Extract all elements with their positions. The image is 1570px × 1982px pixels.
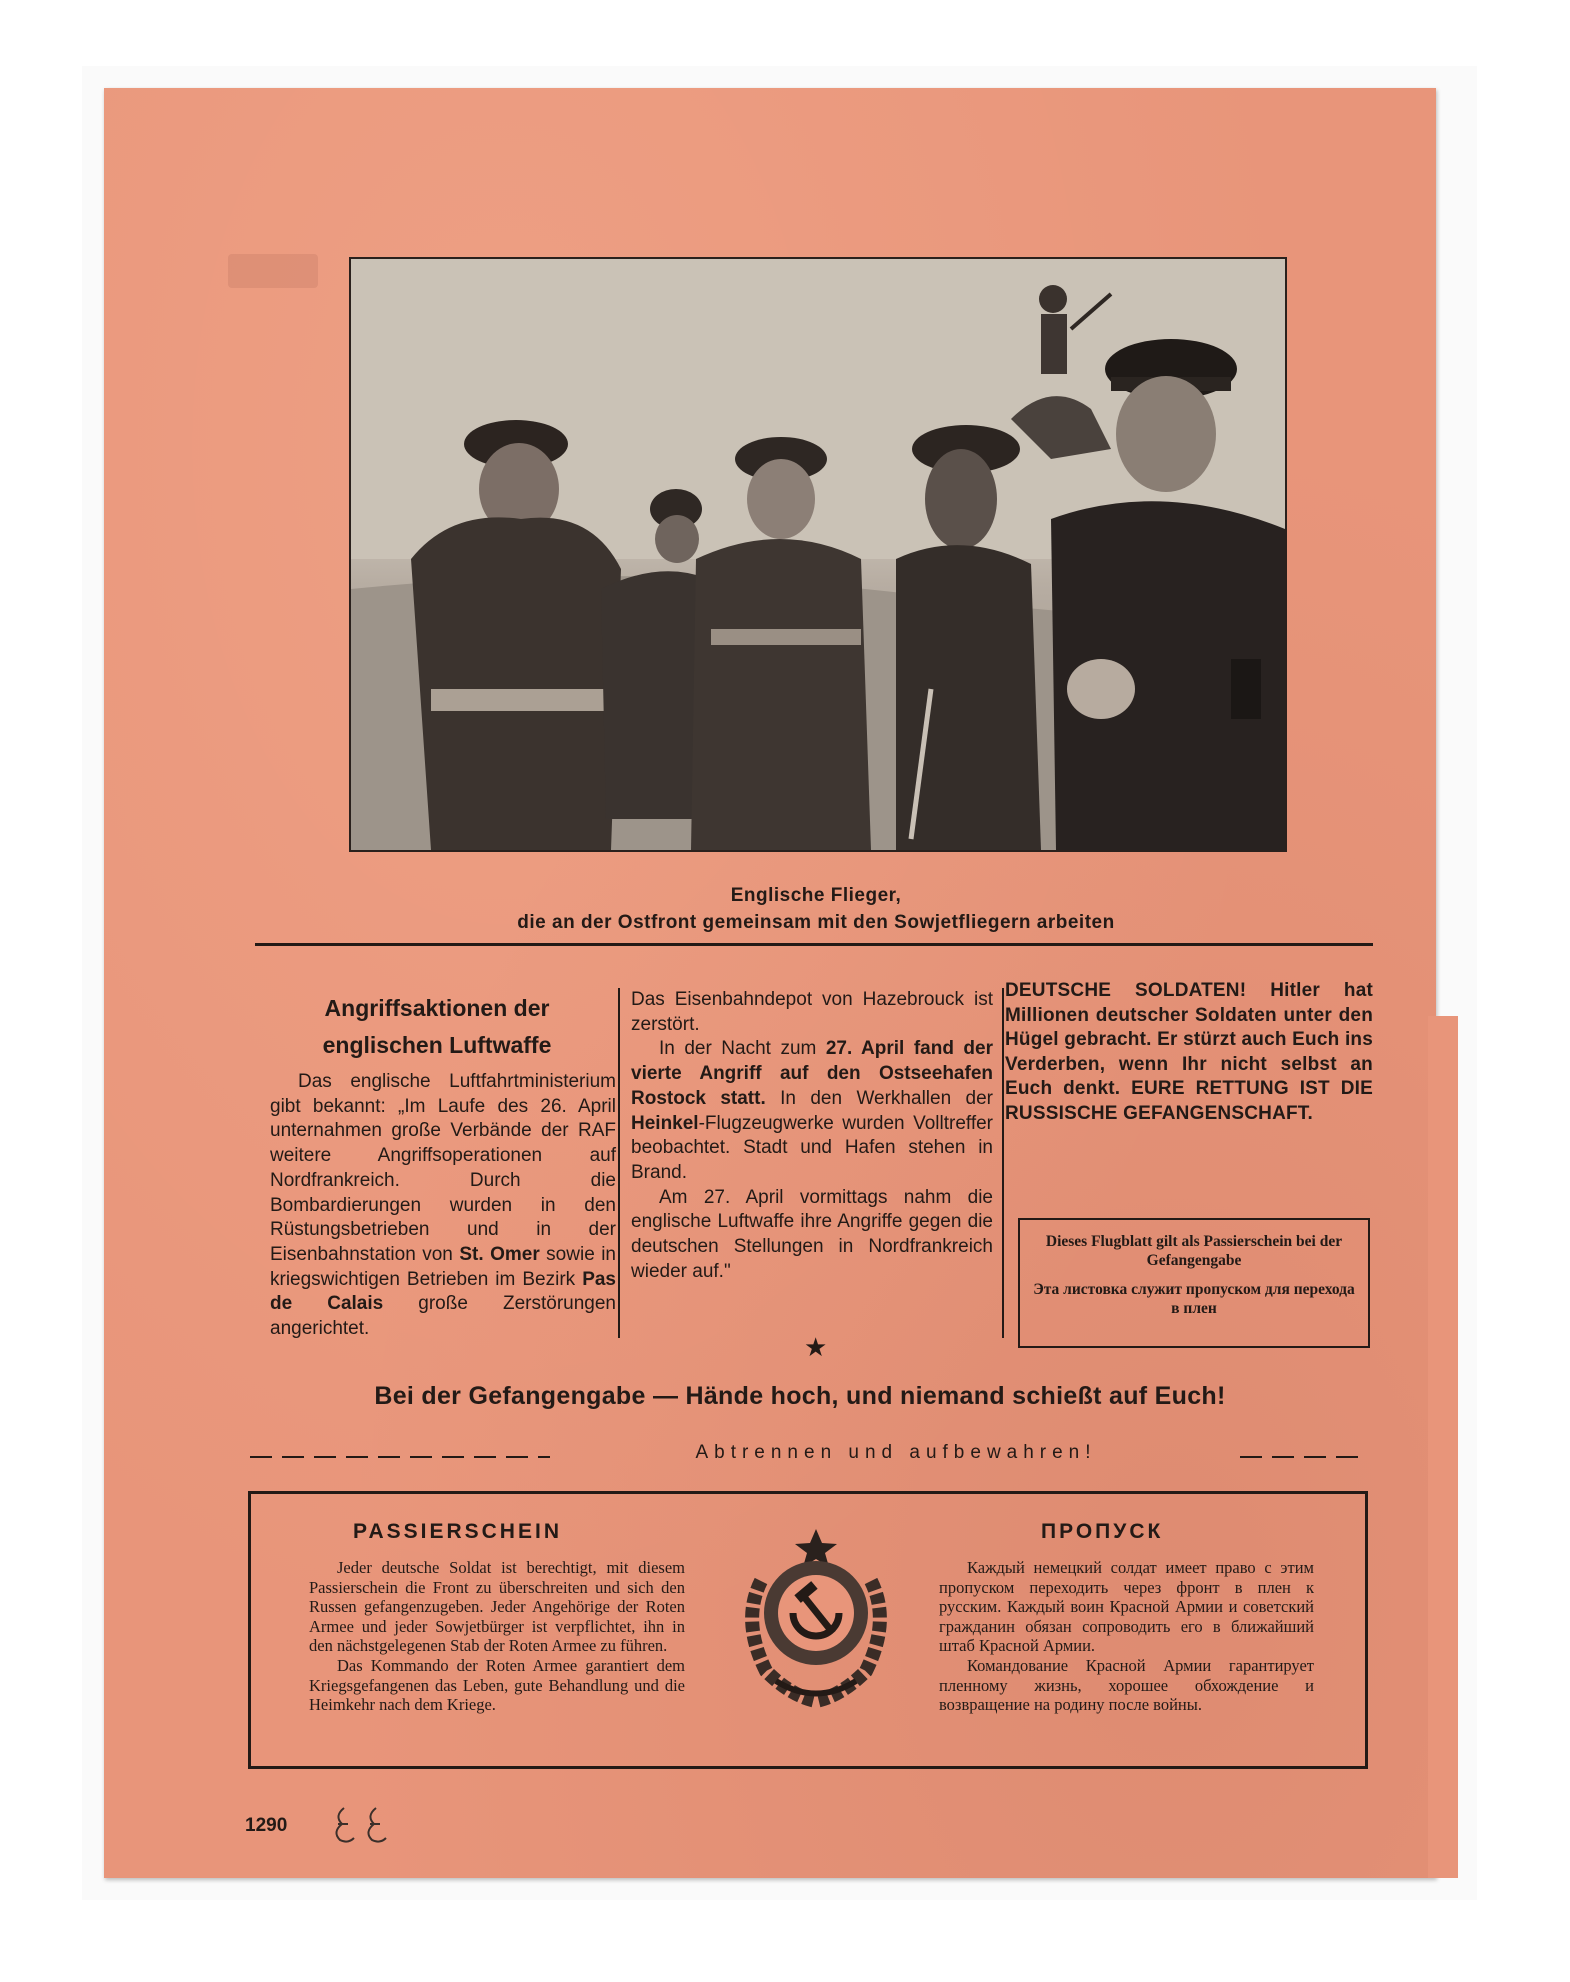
photo-illustration — [351, 259, 1285, 850]
article2-text-a: In der Nacht zum — [659, 1038, 826, 1060]
soviet-emblem-icon — [721, 1521, 911, 1711]
article1-place-pas-de-calais: Pas de Calais — [270, 1268, 616, 1315]
caption-line-2: die an der Ostfront gemeinsam mit den Sowjetfliegern arbeiten — [517, 912, 1115, 933]
soldiers-notice: DEUTSCHE SOLDATEN! Hitler hat Millionen deutscher Soldaten unter den Hügel gebracht. Er stürzt auch Euch ins Verderben, wenn Ihr nicht selbst an Euch denkt. EURE RETTUNG IST DIE RUSSISCHE GEFANGENSCHAFT. — [1005, 980, 1373, 1124]
handwritten-initials — [330, 1802, 400, 1846]
pass-notice-german: Dieses Flugblatt gilt als Passierschein bei der Gefangengabe — [1045, 1233, 1343, 1269]
coupon-title-russian: ПРОПУСК — [1041, 1520, 1164, 1543]
surrender-slogan: Bei der Gefangengabe — Hände hoch, und niemand schießt auf Euch! — [374, 1382, 1226, 1410]
cut-line-dashes-left — [250, 1456, 550, 1458]
article2-body — [631, 988, 993, 1284]
article2-paragraph-3: Am 27. April vormittags nahm die englische Luftwaffe ihre Angriffe gegen die deutschen Stellungen in Nordfrankreich wieder auf." — [631, 1186, 993, 1282]
cut-line-label: Abtrennen und aufbewahren! — [695, 1442, 1097, 1463]
coupon-text-german — [309, 1558, 685, 1715]
article1-place-st-omer: St. Omer — [459, 1243, 540, 1265]
coupon-russian-p2: Командование Красной Армии гарантирует пленному жизнь, хорошее обхождение и возвращение на родину после войны. — [939, 1655, 1314, 1715]
pass-notice-russian: Эта листовка служит пропуском для перехода в плен — [1033, 1281, 1355, 1317]
article2-paragraph-1: Das Eisenbahndepot von Hazebrouck ist zerstört. — [631, 989, 993, 1035]
article1-text-e: große Zerstörungen angerichtet. — [270, 1293, 616, 1340]
star-ornament: ★ — [804, 1332, 828, 1362]
column-separator-2 — [1002, 988, 1004, 1338]
caption-rule — [255, 943, 1373, 946]
page-number: 1290 — [245, 1815, 288, 1836]
coupon-russian-p1: Каждый немецкий солдат имеет право с этим пропуском переходить через фронт в плен к русским. Каждый воин Красной Армии и советский гражданин обязан сопроводить его в ближайший штаб Красной Армии. — [939, 1558, 1314, 1656]
photo-caption — [349, 882, 1283, 936]
article1-body — [270, 1070, 616, 1342]
pass-notice-box — [1018, 1218, 1370, 1348]
cut-line-dashes-right — [1240, 1456, 1368, 1458]
coupon-title-german: PASSIERSCHEIN — [353, 1520, 562, 1543]
article1-title-line2: englischen Luftwaffe — [322, 1032, 552, 1058]
torn-edge — [1428, 1016, 1458, 1878]
coupon-german-p1: Jeder deutsche Soldat ist berechtigt, mit diesem Passierschein die Front zu überschreiten und sich den Russen gefangenzugeben. Jeder Angehörige der Roten Armee und jeder Sowjetbürger ist verpflichtet, ihn in den nächstgelegenen Stab der Roten Armee zu führen. — [309, 1558, 685, 1656]
photograph-airmen — [349, 257, 1287, 852]
article1-text-c: sowie in kriegswichtigen Betrieben im Bezirk — [270, 1243, 617, 1290]
article2-heinkel: Heinkel — [631, 1112, 699, 1134]
article1-title — [262, 990, 612, 1064]
article1-title-line1: Angriffsaktionen der — [324, 995, 550, 1021]
article2-rostock-attack: 27. April fand der vierte Angriff auf den Ostseehafen Rostock statt. — [631, 1038, 994, 1109]
article2-text-e: -Flugzeugwerke wurden Volltreffer beobachtet. Stadt und Hafen stehen in Brand. — [631, 1112, 993, 1183]
column-separator-1 — [618, 988, 620, 1338]
cut-line — [250, 1442, 1368, 1472]
show-through-text — [228, 254, 318, 288]
coupon-text-russian — [939, 1558, 1314, 1715]
coupon-german-p2: Das Kommando der Roten Armee garantiert dem Kriegsgefangenen das Leben, gute Behandlung und die Heimkehr nach dem Kriege. — [309, 1655, 685, 1715]
article2-text-c: In den Werkhallen der — [765, 1087, 993, 1109]
caption-line-1: Englische Flieger, — [730, 885, 902, 906]
pass-coupon — [248, 1491, 1368, 1769]
article1-text-a: Das englische Luftfahrtministerium gibt bekannt: „Im Laufe des 26. April unternahmen große Verbände der RAF weitere Angriffsoperationen auf Nordfrankreich. Durch die Bombardierungen wurden in den Rüstungsbetrieben und in der Eisenbahnstation von — [270, 1071, 616, 1265]
